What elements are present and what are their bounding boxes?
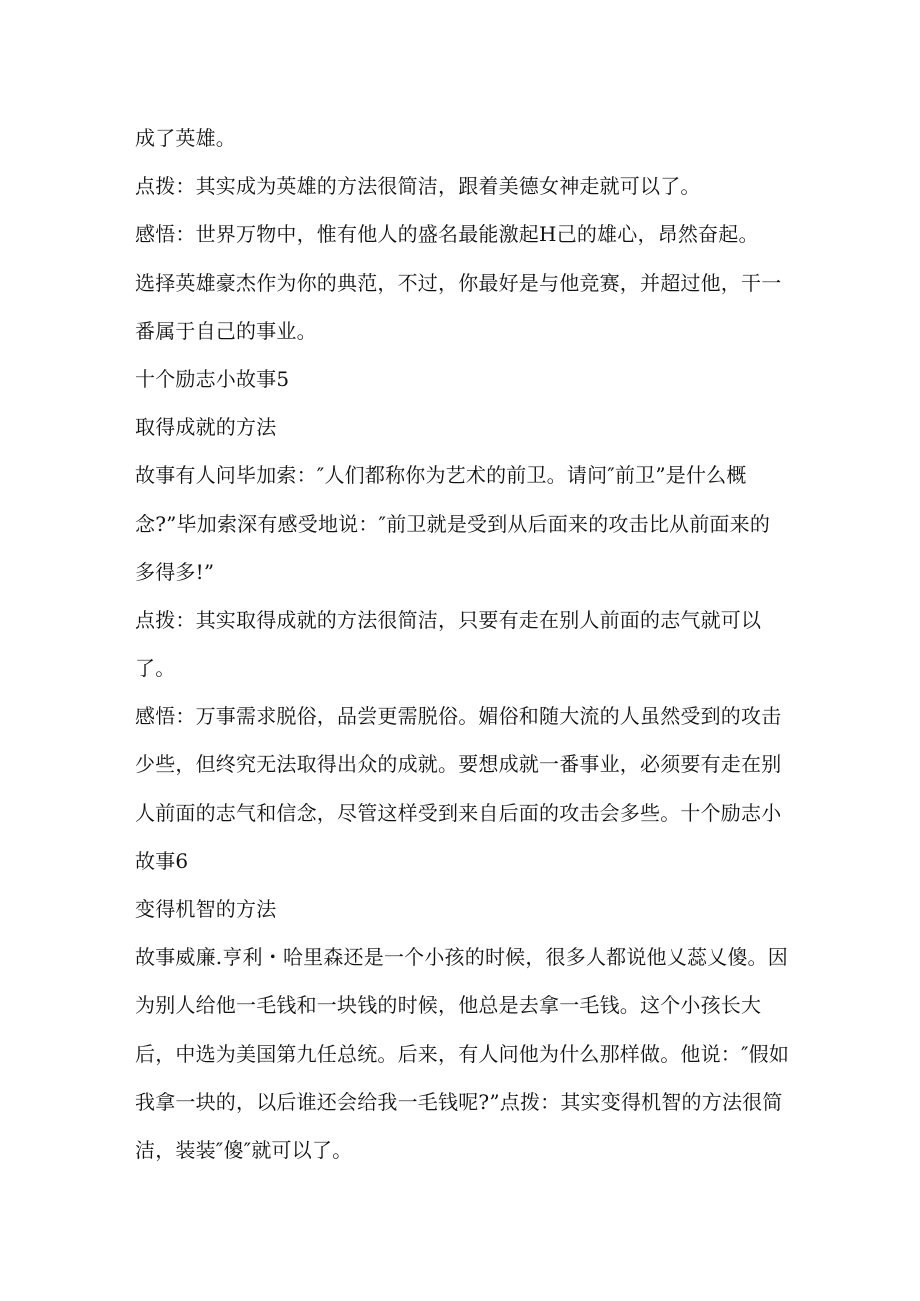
text-line: 点拨：其实取得成就的方法很简洁，只要有走在别人前面的志气就可以 (135, 607, 762, 632)
text-line: 点拨：其实成为英雄的方法很简洁，跟着美德女神走就可以了。 (135, 174, 701, 199)
text-line: 番属于自己的事业。 (135, 318, 317, 343)
text-line: 后，中选为美国第九任总统。后来，有人问他为什么那样做。他说：″假如 (135, 1041, 790, 1066)
text-line: 多得多!” (135, 559, 215, 584)
text-line: 成了英雄。 (135, 126, 236, 150)
text-line: 念?”毕加索深有感受地说：″前卫就是受到从后面来的攻击比从前面来的 (135, 511, 771, 536)
text-line: 选择英雄豪杰作为你的典范，不过，你最好是与他竞赛，并超过他，干一 (135, 270, 782, 295)
text-line: 少些，但终究无法取得出众的成就。要想成就一番事业，必须要有走在别 (135, 752, 782, 777)
text-line: 人前面的志气和信念，尽管这样受到来自后面的攻击会多些。十个励志小 (135, 800, 782, 825)
document-body (135, 114, 795, 1174)
section-heading: 十个励志小故事5 (135, 366, 290, 391)
text-line: 故事威廉.亨利・哈里森还是一个小孩的时候，很多人都说他乂蕊乂傻。因 (135, 945, 788, 970)
text-line: 故事有人问毕加索：″人们都称你为艺术的前卫。请问″前卫”是什么概 (135, 463, 747, 488)
text-line: 了。 (135, 656, 176, 681)
text-line: 感悟：万事需求脱俗，品尝更需脱俗。媚俗和随大流的人虽然受到的攻击 (135, 704, 782, 729)
text-line: 为别人给他一毛钱和一块钱的时候，他总是去拿一毛钱。这个小孩长大 (135, 993, 762, 1018)
story-title: 取得成就的方法 (135, 415, 277, 440)
section-heading: 故事6 (135, 848, 189, 873)
text-line: 洁，装装″傻″就可以了。 (135, 1137, 353, 1162)
text-line: 我拿一块的，以后谁还会给我一毛钱呢?”点拨：其实变得机智的方法很简 (135, 1089, 783, 1114)
text-line: 感悟：世界万物中，惟有他人的盛名最能激起H己的雄心，昂然奋起。 (135, 222, 759, 247)
story-title: 变得机智的方法 (135, 897, 277, 921)
